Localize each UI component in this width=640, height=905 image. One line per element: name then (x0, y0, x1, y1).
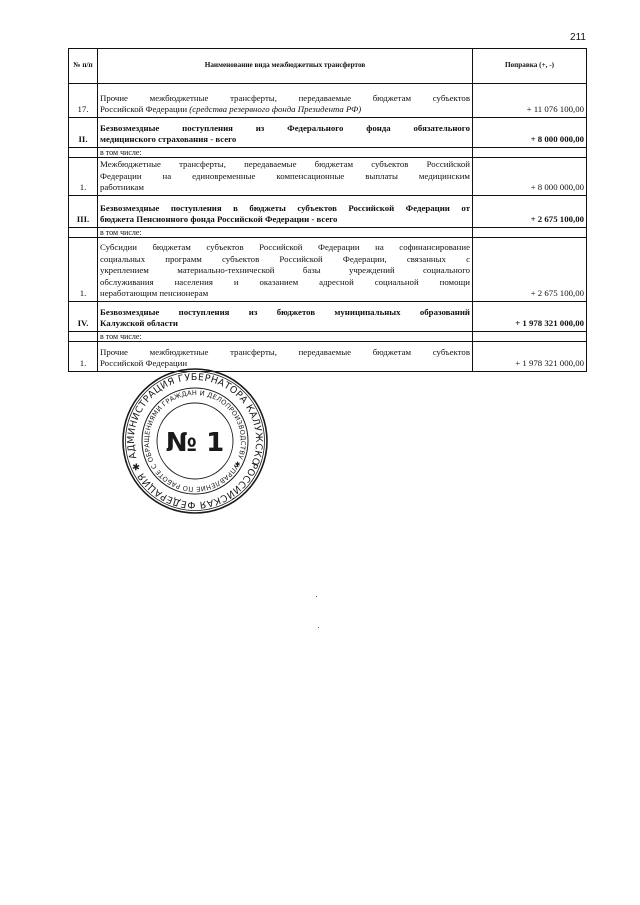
row-amount: + 8 000 000,00 (473, 118, 587, 148)
row-number: III. (69, 196, 98, 228)
row-name (98, 302, 473, 332)
row-name-line: Калужской области (100, 318, 178, 329)
row-number: 17. (69, 84, 98, 118)
official-seal (120, 366, 270, 516)
empty-cell (69, 228, 98, 238)
table-row (69, 118, 587, 148)
row-number: II. (69, 118, 98, 148)
seal-number: № 1 (165, 428, 225, 458)
row-number: 1. (69, 158, 98, 196)
row-name (98, 118, 473, 148)
empty-cell (473, 148, 587, 158)
empty-cell (473, 332, 587, 342)
row-number: IV. (69, 302, 98, 332)
row-name-line: Безвозмездные поступления из Федерального фонда обязательного (100, 122, 470, 133)
seal-inner-text: УПРАВЛЕНИЕ ПО РАБОТЕ С ОБРАЩЕНИЯМИ ГРАЖДАН И ДЕЛОПРОИЗВОДСТВУ ✱ (142, 388, 248, 494)
row-amount: + 2 675 100,00 (473, 196, 587, 228)
row-name-line: Прочие межбюджетные трансферты, передаваемые бюджетам субъектов (100, 92, 470, 103)
row-name-line: Прочие межбюджетные трансферты, передаваемые бюджетам субъектов (100, 346, 470, 357)
table-row (69, 302, 587, 332)
row-number: 1. (69, 342, 98, 372)
row-name-line: Российской Федерации (100, 104, 190, 115)
table-header-row (69, 49, 587, 84)
row-name-line: бюджета Пенсионного фонда Российской Федерации - всего (100, 214, 338, 225)
row-amount: + 2 675 100,00 (473, 238, 587, 302)
page-number: 211 (570, 32, 586, 43)
row-name-line: укреплением материально-технической базы учреждений социального (100, 265, 470, 276)
table-subheading-row (69, 228, 587, 238)
row-name-line: работникам (100, 182, 144, 193)
row-name-line: медицинского страхования - всего (100, 134, 237, 145)
row-name (98, 158, 473, 196)
row-name-line: Безвозмездные поступления в бюджеты субъектов Российской Федерации от (100, 202, 470, 213)
row-subheading: в том числе: (98, 148, 473, 158)
table-subheading-row (69, 332, 587, 342)
table-row (69, 84, 587, 118)
row-number: 1. (69, 238, 98, 302)
row-name (98, 196, 473, 228)
row-amount: + 8 000 000,00 (473, 158, 587, 196)
header-amount: Поправка (+, -) (473, 49, 587, 84)
row-amount: + 1 978 321 000,00 (473, 302, 587, 332)
empty-cell (69, 148, 98, 158)
table-row (69, 158, 587, 196)
row-name-line: социальных программ субъектов Российской Федерации, связанных с (100, 253, 470, 264)
table-row (69, 238, 587, 302)
scan-speck (318, 627, 319, 628)
row-name-line: Межбюджетные трансферты, передаваемые бюджетам субъектов Российской (100, 159, 470, 170)
row-name-line: Федерации на единовременные компенсационные выплаты медицинским (100, 170, 470, 181)
table-subheading-row (69, 148, 587, 158)
row-subheading: в том числе: (98, 228, 473, 238)
row-name-line: Безвозмездные поступления из бюджетов муниципальных образований (100, 306, 470, 317)
row-subheading: в том числе: (98, 332, 473, 342)
row-name-line: обслуживания населения и оказанием адресной социальной помощи (100, 276, 470, 287)
row-name-line: неработающим пенсионерам (100, 288, 209, 299)
transfers-table (68, 48, 587, 372)
header-name: Наименование вида межбюджетных трансфертов (98, 49, 473, 84)
row-name-line: Российской Федерации (100, 358, 188, 369)
table-row (69, 196, 587, 228)
scan-speck (316, 596, 317, 597)
row-name (98, 84, 473, 118)
row-amount: + 1 978 321 000,00 (473, 342, 587, 372)
row-amount: + 11 076 100,00 (473, 84, 587, 118)
row-name-note: (средства резервного фонда Президента РФ) (189, 104, 362, 115)
row-name-line: Субсидии бюджетам субъектов Российской Федерации на софинансирование (100, 242, 470, 253)
seal-outer-text: РОССИЙСКАЯ ФЕДЕРАЦИЯ ✱ АДМИНИСТРАЦИЯ ГУБЕРНАТОРА КАЛУЖСКОЙ (125, 371, 265, 511)
header-num: № п/п (69, 49, 98, 84)
row-name (98, 238, 473, 302)
empty-cell (69, 332, 98, 342)
empty-cell (473, 228, 587, 238)
